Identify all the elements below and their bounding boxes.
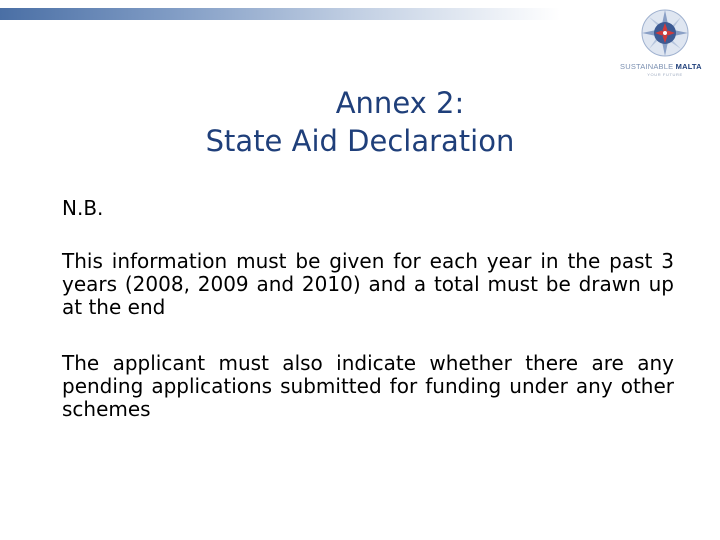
header-gradient-bar — [0, 8, 560, 20]
slide-title — [0, 84, 720, 160]
paragraph-pending-applications: The applicant must also indicate whether there are any pending applications submitted for funding under any other schemes — [62, 351, 674, 421]
paragraph-years-info: This information must be given for each year in the past 3 years (2008, 2009 and 2010) and a total must be drawn up at the end — [62, 249, 674, 319]
sustainable-malta-logo — [620, 8, 710, 78]
malta-cross-compass-icon — [640, 8, 690, 58]
logo-name-light: SUSTAINABLE — [620, 62, 674, 71]
logo-tagline: YOUR FUTURE — [647, 72, 683, 77]
logo-name-strong: MALTA — [675, 62, 702, 71]
logo-wordmark — [620, 62, 710, 71]
title-line-2: State Aid Declaration — [205, 124, 515, 158]
title-line-1: Annex 2: — [335, 86, 465, 120]
nb-label: N.B. — [62, 196, 104, 220]
